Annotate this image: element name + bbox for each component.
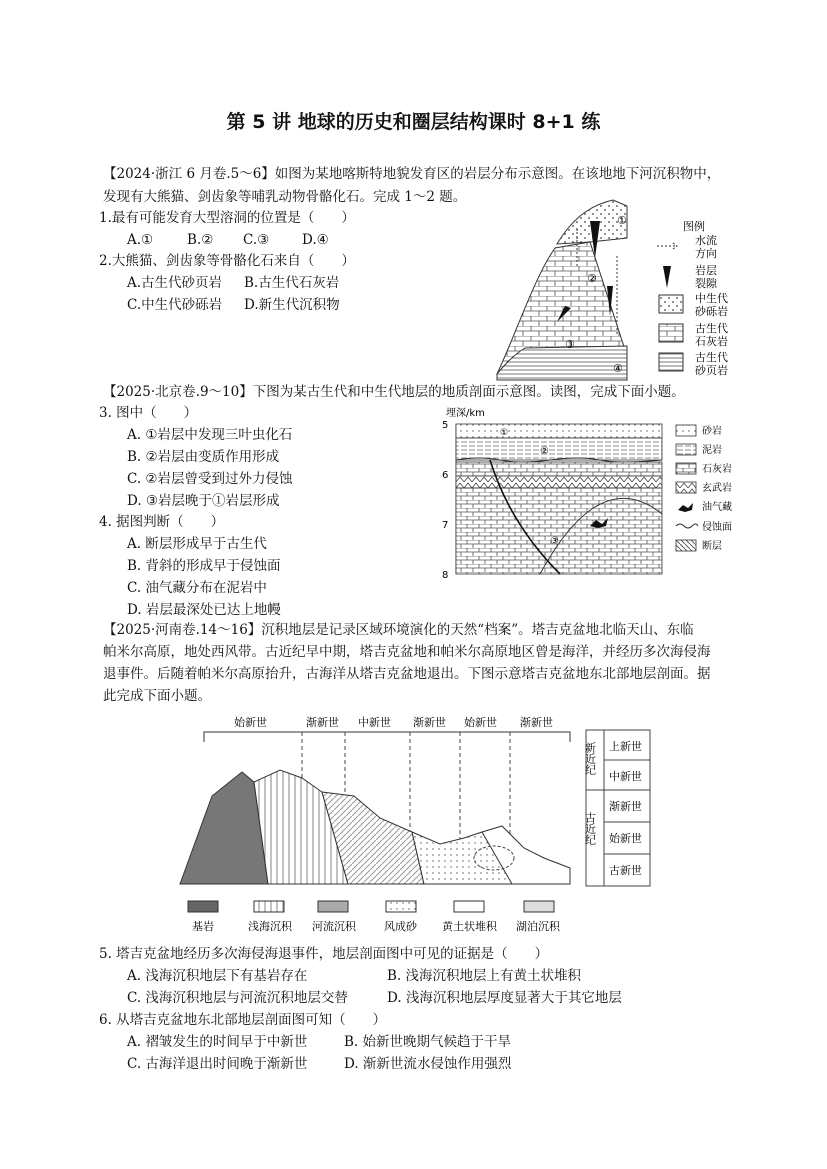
q2-option-b[interactable]: B.古生代石灰岩 <box>244 275 340 291</box>
q3-option-c[interactable]: C. ②岩层曾受到过外力侵蚀 <box>127 471 293 487</box>
q3-option-a[interactable]: A. ①岩层中发现三叶虫化石 <box>127 427 293 443</box>
marker-2: ② <box>587 272 597 285</box>
era-neo: 新近纪 <box>583 742 597 775</box>
q2-option-a[interactable]: A.古生代砂页岩 <box>127 275 223 291</box>
legend-meso-1: 中生代 <box>695 292 728 305</box>
legend-shale-2: 砂页岩 <box>695 364 728 377</box>
epoch-label-4: 渐新世 <box>413 716 446 729</box>
q1-option-b[interactable]: B.② <box>187 232 214 248</box>
epoch-label-5: 始新世 <box>464 716 497 729</box>
q3-option-d[interactable]: D. ③岩层晚于①岩层形成 <box>127 493 280 509</box>
y-tick-6: 6 <box>442 470 449 481</box>
y-axis-label: 埋深/km <box>446 408 485 419</box>
legend-lime-2: 石灰岩 <box>695 335 728 348</box>
tajik-profile-figure <box>172 708 662 940</box>
legend-fault: 断层 <box>702 541 722 552</box>
q1-stem: 1.最有可能发育大型溶洞的位置是（ ） <box>99 210 355 226</box>
legend-sandstone: 砂岩 <box>702 426 722 437</box>
legend-basalt: 玄武岩 <box>702 483 732 494</box>
legend-shallow: 浅海沉积 <box>248 920 292 933</box>
legend-title: 图例 <box>683 220 705 233</box>
marker-1: ① <box>617 214 627 227</box>
s1-intro-line2: 发现有大熊猫、剑齿象等哺乳动物骨骼化石。完成 1～2 题。 <box>103 189 467 205</box>
layer-limestone <box>456 462 662 476</box>
y-tick-7: 7 <box>442 520 449 531</box>
legend-meso-swatch <box>659 295 683 313</box>
crack-icon <box>663 266 671 288</box>
q4-option-d[interactable]: D. 岩层最深处已达上地幔 <box>127 602 281 618</box>
legend-limestone-swatch <box>676 463 696 474</box>
q5-option-b[interactable]: B. 浅海沉积地层上有黄土状堆积 <box>387 968 582 984</box>
legend-erosion: 侵蚀面 <box>702 522 732 533</box>
q6-option-b[interactable]: B. 始新世晚期气候趋于干旱 <box>344 1034 512 1050</box>
q5-option-c[interactable]: C. 浅海沉积地层与河流沉积地层交替 <box>127 990 348 1006</box>
s3-intro-line3: 退事件。后随着帕米尔高原抬升，古海洋从塔吉克盆地退出。下图示意塔吉克盆地东北部地层剖面。据 <box>103 666 711 682</box>
legend-lake: 湖泊沉积 <box>516 920 560 933</box>
layer-basalt <box>456 476 662 488</box>
legend-sandstone-swatch <box>676 425 696 436</box>
s3-intro-line2: 帕米尔高原，地处西风带。古近纪早中期，塔吉克盆地和帕米尔高原地区曾是海洋，并经历多次海侵海 <box>103 644 711 660</box>
s2-intro: 【2025·北京卷.9～10】下图为某古生代和中生代地层的地质剖面示意图。读图，完成下面小题。 <box>103 384 685 400</box>
legend-crack-1: 岩层 <box>695 264 717 277</box>
page-title: 第 5 讲 地球的历史和圈层结构课时 8+1 练 <box>226 111 601 133</box>
epoch-label-2: 渐新世 <box>306 716 339 729</box>
legend-lake-swatch <box>524 901 554 912</box>
legend-aeolian: 风成砂 <box>384 920 417 933</box>
legend-river: 河流沉积 <box>312 920 356 933</box>
q5-option-d[interactable]: D. 浅海沉积地层厚度显著大于其它地层 <box>387 990 622 1006</box>
epoch-label-3: 中新世 <box>358 716 391 729</box>
legend-crack-2: 裂隙 <box>695 277 717 290</box>
legend-flow-2: 方向 <box>695 247 717 260</box>
legend-mudstone-swatch <box>676 444 696 455</box>
s3-intro-line4: 此完成下面小题。 <box>103 688 211 704</box>
paleo-epoch-1: 渐新世 <box>609 800 642 813</box>
era-paleo: 古近纪 <box>583 812 597 845</box>
epoch-label-1: 始新世 <box>234 716 267 729</box>
q6-option-d[interactable]: D. 渐新世流水侵蚀作用强烈 <box>344 1056 512 1072</box>
q6-stem: 6. 从塔吉克盆地东北部地层剖面图可知（ ） <box>99 1012 387 1028</box>
q5-stem: 5. 塔吉克盆地经历多次海侵海退事件，地层剖面图中可见的证据是（ ） <box>99 946 549 962</box>
legend-oil: 油气藏 <box>702 502 732 513</box>
s3-intro-line1: 【2025·河南卷.14～16】沉积地层是记录区域环境演化的天然“档案”。塔吉克盆地北临天山、东临 <box>103 622 694 638</box>
legend-loess: 黄土状堆积 <box>442 920 497 933</box>
legend-aeolian-swatch <box>386 901 416 912</box>
paleo-epoch-2: 始新世 <box>609 832 642 845</box>
legend-mudstone: 泥岩 <box>702 445 722 456</box>
legend-bedrock: 基岩 <box>192 920 214 933</box>
marker-2: ② <box>540 446 549 457</box>
layer-3-limestone <box>456 488 662 574</box>
legend-erosion-icon <box>676 524 698 528</box>
layer-1-sandstone <box>456 424 662 438</box>
q1-option-a[interactable]: A.① <box>127 232 154 248</box>
legend-basalt-swatch <box>676 482 696 493</box>
legend-shale-1: 古生代 <box>695 351 728 364</box>
epoch-label-6: 渐新世 <box>520 716 553 729</box>
marker-3: ③ <box>550 536 559 547</box>
q5-option-a[interactable]: A. 浅海沉积地层下有基岩存在 <box>127 968 308 984</box>
q1-option-d[interactable]: D.④ <box>302 232 329 248</box>
q3-option-b[interactable]: B. ②岩层由变质作用形成 <box>127 449 280 465</box>
q6-option-a[interactable]: A. 褶皱发生的时间早于中新世 <box>127 1034 308 1050</box>
profile-figure <box>440 404 760 580</box>
legend-fault-swatch <box>676 540 696 551</box>
flow-arrow-icon <box>657 243 677 249</box>
layer-2-mudstone <box>456 438 662 460</box>
s1-intro-line1: 【2024·浙江 6 月卷.5～6】如图为某地喀斯特地貌发育区的岩层分布示意图。在该地地下河沉积物中， <box>103 166 721 182</box>
karst-figure <box>495 196 745 382</box>
marker-3: ③ <box>565 338 575 351</box>
q6-option-c[interactable]: C. 古海洋退出时间晚于渐新世 <box>127 1056 308 1072</box>
y-tick-8: 8 <box>442 570 449 580</box>
paleo-epoch-3: 古新世 <box>609 864 642 877</box>
q4-option-b[interactable]: B. 背斜的形成早于侵蚀面 <box>127 558 281 574</box>
q4-option-c[interactable]: C. 油气藏分布在泥岩中 <box>127 580 267 596</box>
marker-4: ④ <box>613 362 623 375</box>
legend-meso-2: 砂砾岩 <box>695 305 728 318</box>
legend-loess-swatch <box>454 901 484 912</box>
q2-option-c[interactable]: C.中生代砂砾岩 <box>127 297 223 313</box>
neo-epoch-1: 上新世 <box>609 740 642 753</box>
legend-shale-swatch <box>659 353 683 371</box>
legend-limestone: 石灰岩 <box>702 464 732 475</box>
legend-flow-1: 水流 <box>695 234 717 247</box>
q4-stem: 4. 据图判断（ ） <box>99 514 225 530</box>
q2-stem: 2.大熊猫、剑齿象等骨骼化石来自（ ） <box>99 253 355 269</box>
legend-bedrock-swatch <box>188 901 218 912</box>
q3-stem: 3. 图中（ ） <box>99 405 198 421</box>
legend-oil-icon <box>678 503 693 512</box>
q2-option-d[interactable]: D.新生代沉积物 <box>244 297 340 313</box>
marker-1: ① <box>500 428 509 438</box>
legend-river-swatch <box>318 901 348 912</box>
legend-shallow-swatch <box>254 901 284 912</box>
q1-option-c[interactable]: C.③ <box>243 232 270 248</box>
legend-lime-swatch <box>659 324 683 342</box>
y-tick-5: 5 <box>442 420 449 431</box>
epoch-bracket <box>204 732 570 742</box>
neo-epoch-2: 中新世 <box>609 770 642 783</box>
legend-lime-1: 古生代 <box>695 322 728 335</box>
q4-option-a[interactable]: A. 断层形成早于古生代 <box>127 536 267 552</box>
